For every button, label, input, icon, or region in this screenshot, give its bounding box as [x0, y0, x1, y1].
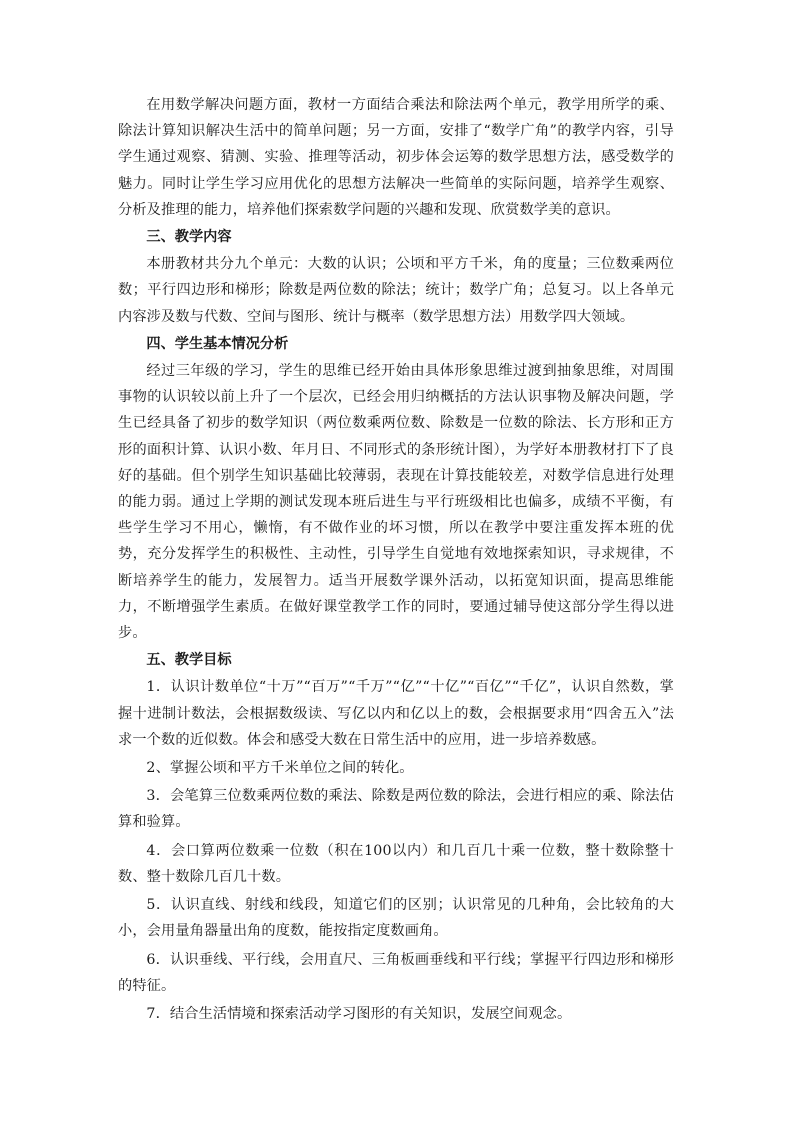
goal-item-5: 5．认识直线、射线和线段，知道它们的区别；认识常见的几种角，会比较角的大小，会用量角器量出角的度数，能按指定度数画角。	[118, 897, 674, 940]
section-body-students: 经过三年级的学习，学生的思维已经开始由具体形象思维过渡到抽象思维，对周围事物的认识较以前上升了一个层次，已经会用归纳概括的方法认识事物及解决问题，学生已经具备了初步的数学知识（两位数乘两位数、除数是一位数的除法、长方形和正方形的面积计算、认识小数、年月日、不同形式的条形统计图），为学好本册教材打下了良好的基础。但个别学生知识基础比较薄弱，表现在计算技能较差，对数学信息进行处理的能力弱。通过上学期的测试发现本班后进生与平行班级相比也偏多，成绩不平衡，有些学生学习不用心，懒惰，有不做作业的坏习惯，所以在教学中要注重发挥本班的优势，充分发挥学生的积极性、主动性，引导学生自觉地有效地探索知识，寻求规律，不断培养学生的能力，发展智力。适当开展数学课外活动，以拓宽知识面，提高思维能力，不断增强学生素质。在做好课堂教学工作的同时，要通过辅导使这部分学生得以进步。	[118, 363, 674, 642]
intro-paragraph: 在用数学解决问题方面，教材一方面结合乘法和除法两个单元，教学用所学的乘、除法计算知识解决生活中的简单问题；另一方面，安排了“数学广角”的教学内容，引导学生通过观察、猜测、实验、推理等活动，初步体会运筹的数学思想方法，感受数学的魅力。同时让学生学习应用优化的思想方法解决一些简单的实际问题，培养学生观察、分析及推理的能力，培养他们探索数学问题的兴趣和发现、欣赏数学美的意识。	[118, 97, 674, 218]
section-heading-content: 三、教学内容	[146, 229, 232, 246]
section-heading-students: 四、学生基本情况分析	[146, 335, 289, 352]
section-heading-goals: 五、教学目标	[146, 652, 232, 669]
goal-item-7: 7．结合生活情境和探索活动学习图形的有关知识，发展空间观念。	[146, 1005, 572, 1022]
goal-item-1: 1．认识计数单位“十万”“百万”“千万”“亿”“十亿”“百亿”“千亿”，认识自然数，掌握十进制计数法，会根据数级读、写亿以内和亿以上的数，会根据要求用“四舍五入”法求一个数的近似数。体会和感受大数在日常生活中的应用，进一步培养数感。	[118, 679, 674, 748]
goal-item-2: 2、掌握公顷和平方千米单位之间的转化。	[146, 760, 414, 777]
goal-item-3: 3．会笔算三位数乘两位数的乘法、除数是两位数的除法，会进行相应的乘、除法估算和验算。	[118, 788, 674, 831]
goal-item-4: 4．会口算两位数乘一位数（积在100以内）和几百几十乘一位数，整十数除整十数、整十数除几百几十数。	[118, 842, 674, 885]
goal-item-6: 6．认识垂线、平行线，会用直尺、三角板画垂线和平行线；掌握平行四边形和梯形的特征。	[118, 951, 674, 994]
section-body-content: 本册教材共分九个单元：大数的认识；公顷和平方千米，角的度量；三位数乘两位数；平行四边形和梯形；除数是两位数的除法；统计；数学广角；总复习。以上各单元内容涉及数与代数、空间与图形、统计与概率（数学思想方法）用数学四大领域。	[118, 256, 674, 325]
document-page	[118, 92, 674, 1029]
